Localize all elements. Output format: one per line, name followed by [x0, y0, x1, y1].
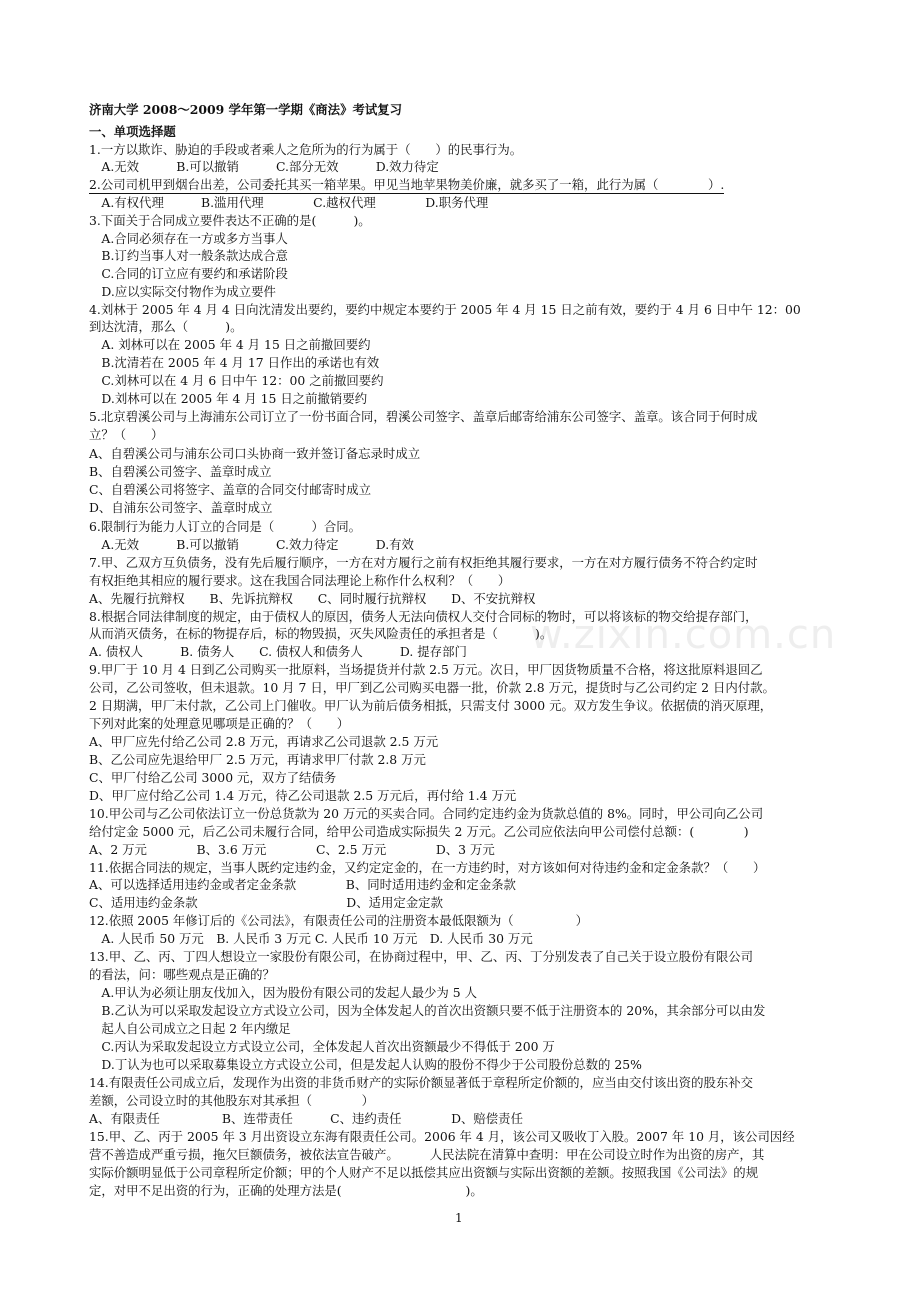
text-line: C.刘林可以在 4 月 6 日中午 12：00 之前撤回要约 — [89, 373, 384, 388]
text-line: 4.刘林于 2005 年 4 月 4 日向沈清发出要约，要约中规定本要约于 2005 年 4 月 15 日之前有效，要约于 4 月 6 日中午 12：00 — [89, 302, 801, 317]
text-line: 6.限制行为能力人订立的合同是（ ）合同。 — [89, 519, 362, 534]
text-line: A.无效 B.可以撤销 C.部分无效 D.效力待定 — [89, 159, 439, 174]
text-line: 2 日期满，甲厂未付款，乙公司上门催收。甲厂认为前后债务相抵，只需支付 3000 元。双方发生争议。依据债的消灭原理， — [89, 698, 773, 713]
text-line: A.甲认为必须让朋友伐加入，因为股份有限公司的发起人最少为 5 人 — [89, 985, 477, 1000]
text-line: D.丁认为也可以采取募集设立方式设立公司，但是发起人认购的股份不得少于公司股份总数的 25% — [89, 1057, 642, 1072]
text-line: B、乙公司应先退给甲厂 2.5 万元，再请求甲厂付款 2.8 万元 — [89, 752, 426, 767]
text-line: D.刘林可以在 2005 年 4 月 15 日之前撤销要约 — [89, 391, 368, 406]
text-line: 12.依照 2005 年修订后的《公司法》，有限责任公司的注册资本最低限额为（ ） — [89, 913, 588, 928]
text-line: C、适用违约金条款 D、适用定金定款 — [89, 895, 443, 910]
text-line: A. 人民币 50 万元 B. 人民币 3 万元 C. 人民币 10 万元 D. 人民币 30 万元 — [89, 931, 533, 946]
text-line: 到达沈清，那么（ )。 — [89, 319, 243, 334]
text-line: 8.根据合同法律制度的规定，由于债权人的原因，债务人无法向债权人交付合同标的物时，可以将该标的物交给提存部门， — [89, 609, 758, 624]
text-line: 实际价额明显低于公司章程所定价额；甲的个人财产不足以抵偿其应出资额与实际出资额的差额。按照我国《公司法》的规 — [89, 1165, 759, 1180]
text-line: A.无效 B.可以撤销 C.效力待定 D.有效 — [89, 537, 414, 552]
text-line: C、自碧溪公司将签字、盖章的合同交付邮寄时成立 — [89, 482, 372, 497]
text-line: 5.北京碧溪公司与上海浦东公司订立了一份书面合同，碧溪公司签字、盖章后邮寄给浦东公司签字、盖章。该合同于何时成 — [89, 409, 758, 424]
text-line: D、自浦东公司签字、盖章时成立 — [89, 500, 273, 515]
text-line: B.沈清若在 2005 年 4 月 17 日作出的承诺也有效 — [89, 355, 380, 370]
text-line: A. 刘林可以在 2005 年 4 月 15 日之前撤回要约 — [89, 337, 371, 352]
text-line: A. 债权人 B. 债务人 C. 债权人和债务人 D. 提存部门 — [89, 644, 467, 659]
text-line: 起人自公司成立之日起 2 年内缴足 — [89, 1021, 291, 1036]
text-line: A、可以选择适用违约金或者定金条款 B、同时适用违约金和定金条款 — [89, 877, 516, 892]
text-line: C、甲厂付给乙公司 3000 元，双方了结债务 — [89, 770, 337, 785]
text-line: A、先履行抗辩权 B、先诉抗辩权 C、同时履行抗辩权 D、不安抗辩权 — [89, 591, 536, 606]
text-line: A、2 万元 B、3.6 万元 C、2.5 万元 D、3 万元 — [89, 842, 495, 857]
text-line: A、自碧溪公司与浦东公司口头协商一致并签订备忘录时成立 — [89, 446, 421, 461]
text-line: 1.一方以欺诈、胁迫的手段或者乘人之危所为的行为属于（ ）的民事行为。 — [89, 142, 523, 157]
text-line: C.丙认为采取发起设立方式设立公司，全体发起人首次出资额最少不得低于 200 万 — [89, 1039, 555, 1054]
text-line: 定，对甲不足出资的行为，正确的处理方法是( )。 — [89, 1183, 483, 1198]
text-line: D.应以实际交付物作为成立要件 — [89, 284, 276, 299]
text-line: B.订约当事人对一般条款达成合意 — [89, 248, 288, 263]
text-line: 差额，公司设立时的其他股东对其承担（ ） — [89, 1093, 374, 1108]
text-line: 13.甲、乙、丙、丁四人想设立一家股份有限公司，在协商过程中，甲、乙、丙、丁分别发表了自己关于设立股份有限公司 — [89, 949, 754, 964]
section-heading: 一、单项选择题 — [89, 124, 176, 139]
text-line: 9.甲厂于 10 月 4 日到乙公司购买一批原料，当场提货并付款 2.5 万元。次日，甲厂因货物质量不合格，将这批原料退回乙 — [89, 662, 763, 677]
text-line: D、甲厂应付给乙公司 1.4 万元，待乙公司退款 2.5 万元后，再付给 1.4 万元 — [89, 788, 517, 803]
text-line: A、甲厂应先付给乙公司 2.8 万元，再请求乙公司退款 2.5 万元 — [89, 734, 439, 749]
text-line: A.合同必须存在一方或多方当事人 — [89, 231, 288, 246]
text-line: 11.依据合同法的规定，当事人既约定违约金，又约定定金的，在一方违约时，对方该如何对待违约金和定金条款？（ ） — [89, 860, 766, 875]
text-line: A.有权代理 B.滥用代理 C.越权代理 D.职务代理 — [89, 195, 489, 210]
text-line: 有权拒绝其相应的履行要求。这在我国合同法理论上称作什么权利？（ ） — [89, 573, 511, 588]
text-line: B、自碧溪公司签字、盖章时成立 — [89, 464, 272, 479]
text-line: 2.公司司机甲到烟台出差，公司委托其买一箱苹果。甲见当地苹果物美价廉，就多买了一箱，此行为属（ ）. — [89, 177, 725, 192]
text-line: 3.下面关于合同成立要件表达不正确的是( )。 — [89, 213, 371, 228]
text-line: C.合同的订立应有要约和承诺阶段 — [89, 266, 288, 281]
page-number: 1 — [455, 1211, 463, 1225]
text-line: 14.有限责任公司成立后，发现作为出资的非货币财产的实际价额显著低于章程所定价额的，应当由交付该出资的股东补交 — [89, 1075, 754, 1090]
text-line: A、有限责任 B、连带责任 C、违约责任 D、赔偿责任 — [89, 1111, 523, 1126]
text-line: 的看法，问：哪些观点是正确的？ — [89, 967, 275, 982]
text-line: 从而消灭债务，在标的物提存后，标的物毁损，灭失风险责任的承担者是（ )。 — [89, 626, 553, 641]
text-line: 公司，乙公司签收，但未退款。10 月 7 日，甲厂到乙公司购买电器一批，价款 2.8 万元，提货时与乙公司约定 2 日内付款。 — [89, 680, 775, 695]
watermark: w.zixin.com.cn — [530, 612, 837, 658]
text-line: 15.甲、乙、丙于 2005 年 3 月出资设立东海有限责任公司。2006 年 4 月，该公司又吸收丁入股。2007 年 10 月，该公司因经 — [89, 1129, 795, 1144]
text-line: 营不善造成严重亏损，拖欠巨额债务，被依法宣告破产。 人民法院在清算中查明：甲在公司设立时作为出资的房产，其 — [89, 1147, 765, 1162]
text-line: B.乙认为可以采取发起设立方式设立公司，因为全体发起人的首次出资额只要不低于注册资本的 20%，其余部分可以由发 — [89, 1003, 766, 1018]
text-line: 给付定金 5000 元，后乙公司未履行合同，给甲公司造成实际损失 2 万元。乙公司应依法向甲公司偿付总额：( ) — [89, 824, 749, 839]
text-line: 立？（ ） — [89, 427, 164, 442]
text-line: 10.甲公司与乙公司依法订立一份总货款为 20 万元的买卖合同。合同约定违约金为货款总值的 8%。同时，甲公司向乙公司 — [89, 806, 764, 821]
text-line: 下列对此案的处理意见哪项是正确的？（ ） — [89, 716, 350, 731]
document-title: 济南大学 2008～2009 学年第一学期《商法》考试复习 — [89, 102, 403, 117]
text-line: 7.甲、乙双方互负债务，没有先后履行顺序，一方在对方履行之前有权拒绝其履行要求，一方在对方履行债务不符合约定时 — [89, 555, 758, 570]
